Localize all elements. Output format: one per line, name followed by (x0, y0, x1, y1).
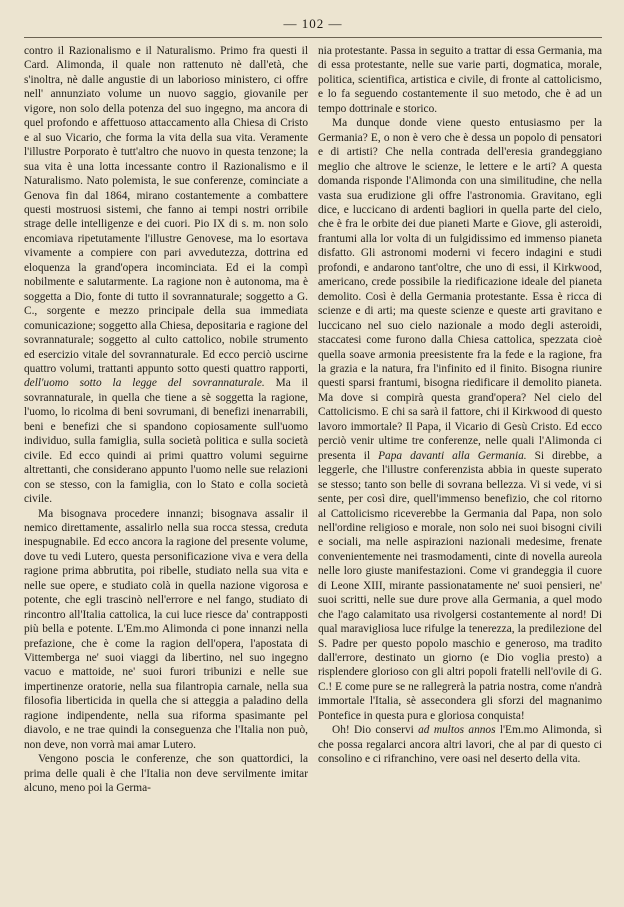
text-run: Si direbbe, a leggerle, che l'illustre conferenzista abbia in queste superato se stesso; tanto son belle di sovrana bellezza. Vi si vede, vi si sente, per così dire, quell'immenso benefizio, che col ritorno al Cattolicismo riceverebbe la Germania dal Papa, non solo nell'ordine religioso e morale, non solo nei suoi bisogni civili e sociali, ma nelle aspirazioni nazionali medesime, frenate convenientemente nei trasmodamenti, cinte di novella aureola nelle loro giuste manifestazioni. Come vi grandeggia il cuore di Leone XIII, mirante passionatamente ne' suoi pensieri, ne' suoi scritti, nelle sue dure prove alla Germania, a quel modo che l'ago calamitato usa rivolgersi costantemente al nord! Di qual maravigliosa luce rifulge la tenerezza, la predilezione del S. Padre per questo popolo maschio e generoso, ma tradito dall'errore, destinato un giorno (e Dio voglia presto) a risplendere glorioso con gli altri popoli fratelli nell'ovile di G. C.! E come pure se ne rallegrerà la patria nostra, come n'andrà immortale l'Italia, sè assecondera gli sforzi del magnanimo Pontefice in questa pura e gloriosa conquista! (318, 449, 602, 722)
italic-text: dell'uomo sotto la legge del sovrannaturale. (24, 377, 265, 390)
text-run: Oh! Dio conservi (332, 724, 414, 737)
text-run: Ma dunque donde viene questo entusiasmo per la Germania? E, o non è vero che è dessa un popolo di pensatori e di artisti? Che nella contrada dell'eresia grandeggiano meglio che altrove le scienze, le lettere e le arti? A questa domanda risponde l'Alimonda con una similitudine, che nella vasta sua erudizione gli offre l'astronomia. Gravitano, egli dice, e luccicano di ardenti bagliori in quella parte del cielo, che è fra le orbite dei due pianeti Marte e Giove, gli asteroidi, frantumi alla lor volta di un fulgidissimo ed immenso pianeta disfatto. Gli astronomi moderni vi fecero indagini e studi profondi, e andarono tant'oltre, che uno di essi, il Kirkwood, americano, crede possibile la riedificazione ideale del pianeta demolito. Così è della Germania protestante. Essa è ricca di scienze e di arti; ma queste scienze e queste arti gravitano e luccicano nel suo cielo nazionale a modo degli asteroidi, staccatesi come furono dalla Chiesa cattolica, spezzata cioè quella soave armonia preesistente fra la fede e la ragione, fra la grazia e la natura, fra l'infinito ed il finito. Bisogna riunire questi sparsi frantumi, bisogna riedificare il demolito pianeta. Ma dove si compirà questa grand'opera? Nel cielo del Cattolicismo. E chi sa sarà il fattore, chi il Kirkwood di questo lavoro immortale? Il Papa, il Vicario di Gesù Cristo. Ed ecco perciò venir ultime tre conferenze, nelle quali l'Alimonda ci presenta il (318, 117, 602, 462)
header-rule (24, 37, 602, 38)
right-column (318, 44, 602, 796)
text-run: Ma il sovrannaturale, in quella che tiene a sè soggetta la ragione, l'uomo, lo ricolma di beni sovrumani, di benefizi inenarrabili, beni e benefizi che si spandono copiosamente sull'uomo individuo, sulla famiglia, sulla società politica e sulla società civile. Ed ecco quindi ai primi quattro volumi seguirne altrettanti, che considerano appunto l'uomo nelle sue relazioni con se stesso, con la famiglia, con lo Stato e colla società civile. (24, 377, 308, 506)
page-number: — 102 — (283, 16, 343, 31)
paragraph: nia protestante. Passa in seguito a trattar di essa Germania, ma di essa protestante, nelle sue varie parti, dogmatica, morale, politica, scientifica, artistica e civile, di fronte al cattolicismo, e lo fa seguendo costantemente il suo metodo, che è ad un tempo dottrinale e storico. (318, 45, 602, 115)
italic-text: ad multos annos (418, 724, 496, 737)
paragraph (318, 723, 602, 766)
text-run: l'Em.mo Alimonda, sì che possa regalarci ancora altri lavori, che al par di questo ci consolino e ci rifranchino, vere oasi nel deserto della vita. (318, 724, 602, 766)
paragraph: Vengono poscia le conferenze, che son quattordici, la prima delle quali è che l'Italia non deve servilmente imitar alcuno, meno poi la Germa- (24, 753, 308, 795)
text-columns (24, 44, 602, 796)
text-run: contro il Razionalismo e il Naturalismo. Primo fra questi il Card. Alimonda, il quale non rattenuto nè dall'età, che s'inoltra, nè dalle angustie di un laborioso ministero, ci offre nell' annunziato volume un nuovo saggio, giovanile per vigore, non solo della potenza del suo ingegno, ma ancora di quel profondo e affettuoso attaccamento alla Chiesa di Cristo e al suo Vicario, che forma la vita della sua vita. Veramente l'illustre Porporato è tutt'altro che nuovo in questa tenzone; la sua vita è una lotta incessante contro il Razionalismo e il Naturalismo. Nato polemista, le sue conferenze, cominciate a Genova fin dal 1864, mirano costantemente a combattere questi mostruosi sistemi, che fanno ai tempi nostri orribile strage delle intelligenze e dei cuori. Pio IX di s. m. non solo encomiava ripetutamente l'illustre Genovese, ma lo esortava vivamente a compiere con pari avvedutezza, dottrina ed eloquenza la grand'opera incominciata. Ed ei la compì nobilmente e salutarmente. La ragione non è autonoma, ma è soggetta a Dio, fonte di tutto il sovrannaturale; soggetto a G. C., sorgente e mezzo principale della sua immediata comunicazione; soggetto alla Chiesa, depositaria e ragione del sovrannaturale; soggetto al culto cattolico, nobile strumento ed esercizio vitale del sovrannaturale. Ed ecco perciò uscirne quattro volumi, trattanti appunto sotto questi quattro rapporti, (24, 45, 308, 375)
paragraph (318, 116, 602, 723)
paragraph: Ma bisognava procedere innanzi; bisognava assalir il nemico direttamente, assalirlo nella sua rocca stessa, creduta inespugnabile. Ed ecco ancora la ragione del presente volume, dove tu vedi Lutero, questa personificazione viva e vera della ragione prima abbrutita, poi ribelle, studiato nella sua vita e nelle sue opere, e studiato colà in quella nazione vigorosa e potente, che egli trascinò nell'errore e nel fango, studiato di rincontro all'Italia cattolica, la cui luce riesce da' contrapposti più bella e potente. L'Em.mo Alimonda ci pone innanzi nella prefazione, che è come la ragion dell'opera, l'apostata di Vittemberga ne' suoi viaggi da libertino, nel suo ingegno vacuo e mattoide, ne' suoi furori tribunizi e nelle sue impertinenze oratorie, nella sua filantropia carnale, nella sua filosofia liberticida in quella che si atteggia a paladino della ragione indipendente, nella sua riforma spasimante pel diavolo, e ne trae quindi la conseguenza che l'Italia non può, non deve, non vorrà mai amar Lutero. (24, 507, 308, 751)
paragraph (24, 44, 308, 507)
left-column (24, 44, 308, 796)
italic-text: Papa davanti alla Germania. (378, 449, 527, 462)
